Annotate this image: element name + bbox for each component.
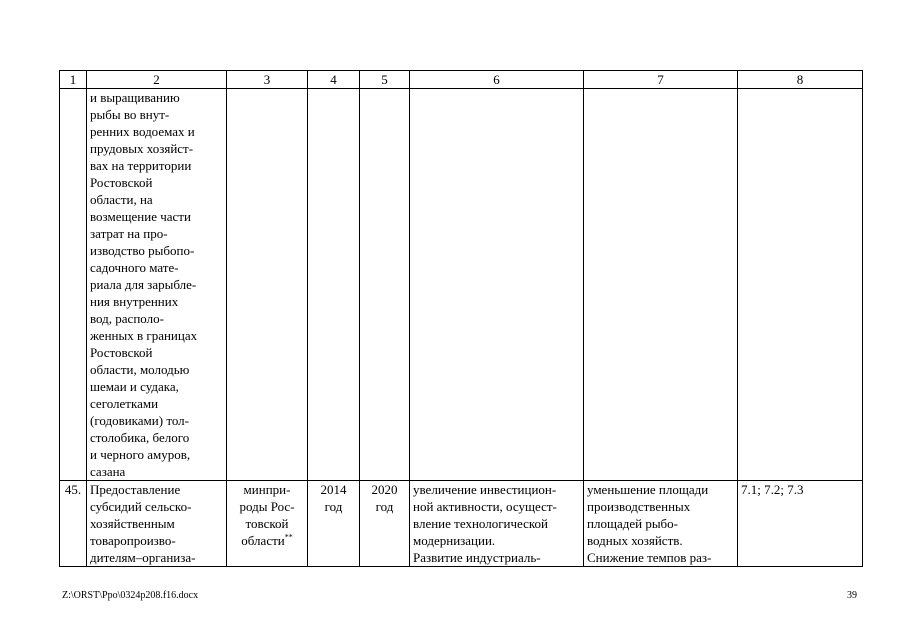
table-row-continuation	[60, 89, 863, 481]
consequences-cell	[584, 89, 738, 481]
consequences-cell: уменьшение площади производственных площадей рыбо- водных хозяйств. Снижение темпов раз-	[584, 481, 738, 567]
indicators-cell: 7.1; 7.2; 7.3	[738, 481, 863, 567]
end-year-cell	[360, 89, 410, 481]
expected-result-cell: увеличение инвестицион- ной активности, осущест- вление технологической модернизации. Развитие индустриаль-	[410, 481, 584, 567]
column-number-5: 5	[360, 71, 410, 89]
column-number-6: 6	[410, 71, 584, 89]
start-year-cell: 2014 год	[308, 481, 360, 567]
footer-file-path: Z:\ORST\Ppo\0324p208.f16.docx	[62, 590, 199, 601]
column-number-4: 4	[308, 71, 360, 89]
executor-footnote-mark: **	[284, 532, 293, 542]
executor-cell	[227, 481, 308, 567]
row-number-cell	[60, 89, 87, 481]
column-number-8: 8	[738, 71, 863, 89]
page-number: 39	[847, 590, 857, 601]
end-year-cell: 2020 год	[360, 481, 410, 567]
measure-name-cell: Предоставление субсидий сельско- хозяйственным товаропроизво- дителям–организа-	[87, 481, 227, 567]
column-number-1: 1	[60, 71, 87, 89]
executor-cell	[227, 89, 308, 481]
row-number-cell: 45.	[60, 481, 87, 567]
column-number-7: 7	[584, 71, 738, 89]
indicators-cell	[738, 89, 863, 481]
table-row-45	[60, 481, 863, 567]
program-table	[59, 70, 863, 567]
executor-text: минпри- роды Рос- товской области	[239, 482, 295, 548]
column-number-2: 2	[87, 71, 227, 89]
expected-result-cell	[410, 89, 584, 481]
column-number-3: 3	[227, 71, 308, 89]
measure-name-cell: и выращиванию рыбы во внут- ренних водоемах и прудовых хозяйст- вах на территории Ростовской области, на возмещение части затрат на про- изводство рыбопо- садочного мате- риала для зарыбле- ния внутренних вод, располо- женных в границах Ростовской области, молодью шемаи и судака, сеголетками (годовиками) тол- столобика, белого и черного амуров, сазана	[87, 89, 227, 481]
table-header-row	[60, 71, 863, 89]
start-year-cell	[308, 89, 360, 481]
